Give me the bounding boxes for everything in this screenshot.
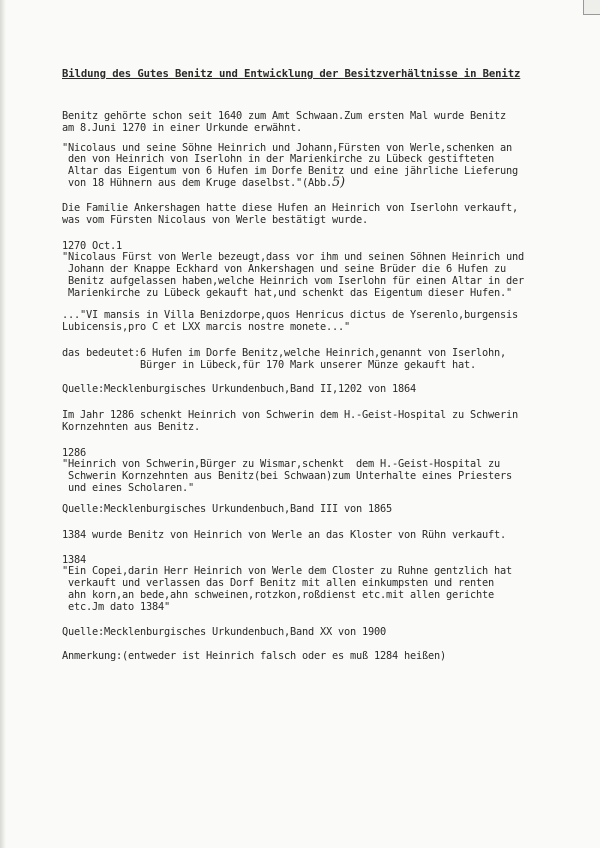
quote-1270-line: "Nicolaus und seine Söhne Heinrich und Johann,Fürsten von Werle,schenken an	[62, 142, 512, 154]
quote-1384-line: "Ein Copei,darin Herr Heinrich von Werle dem Closter zu Ruhne gentzlich hat	[62, 565, 512, 577]
document-title: Bildung des Gutes Benitz und Entwicklung der Besitzverhältnisse in Benitz	[62, 68, 521, 80]
source-citation: Quelle:Mecklenburgisches Urkundenbuch,Band II,1202 von 1864	[62, 383, 416, 395]
quote-oct-line: Benitz aufgelassen haben,welche Heinrich vom Iserlohn für einen Altar in der	[62, 275, 524, 287]
source-citation: Quelle:Mecklenburgisches Urkundenbuch,Band XX von 1900	[62, 626, 386, 638]
source-citation: Quelle:Mecklenburgisches Urkundenbuch,Band III von 1865	[62, 503, 392, 515]
paragraph-ankershagen-line: Die Familie Ankershagen hatte diese Hufen an Heinrich von Iserlohn verkauft,	[62, 202, 518, 214]
paragraph-1286-line: Im Jahr 1286 schenkt Heinrich von Schwerin dem H.-Geist-Hospital zu Schwerin	[62, 409, 518, 421]
date-heading: 1384	[62, 554, 86, 566]
scan-edge	[0, 0, 6, 848]
latin-quote-line: Lubicensis,pro C et LXX marcis nostre monete..."	[62, 321, 350, 333]
date-heading: 1270 Oct.1	[62, 240, 122, 252]
quote-1384-line: etc.Jm dato 1384"	[62, 601, 170, 613]
quote-oct-line: "Nicolaus Fürst von Werle bezeugt,dass vor ihm und seinen Söhnen Heinrich und	[62, 251, 524, 263]
quote-1384-line: ahn korn,an bede,ahn schweinen,rotzkon,roßdienst etc.mit allen gerichte	[62, 589, 494, 601]
quote-oct-line: Johann der Knappe Eckhard von Ankershagen und seine Brüder die 6 Hufen zu	[62, 263, 506, 275]
quote-1384-line: verkauft und verlassen das Dorf Benitz mit allen einkumpsten und renten	[62, 577, 494, 589]
translation-line: Bürger in Lübeck,für 170 Mark unserer Münze gekauft hat.	[62, 359, 476, 371]
handwritten-figure-number: 5)	[331, 175, 345, 190]
date-heading: 1286	[62, 447, 86, 459]
paragraph-1384: 1384 wurde Benitz von Heinrich von Werle an das Kloster von Rühn verkauft.	[62, 529, 506, 541]
quote-1270-line: Altar das Eigentum von 6 Hufen im Dorfe Benitz und eine jährliche Lieferung	[62, 165, 518, 177]
quote-1270-line: den von Heinrich von Iserlohn in der Marienkirche zu Lübeck gestifteten	[62, 153, 494, 165]
quote-1270-text: von 18 Hühnern aus dem Kruge daselbst."(Abb.	[62, 177, 332, 189]
paragraph-intro-line: am 8.Juni 1270 in einer Urkunde erwähnt.	[62, 122, 302, 134]
quote-oct-line: Marienkirche zu Lübeck gekauft hat,und schenkt das Eigentum dieser Hufen."	[62, 287, 512, 299]
quote-1286-line: "Heinrich von Schwerin,Bürger zu Wismar,schenkt dem H.-Geist-Hospital zu	[62, 458, 500, 470]
latin-quote-line: ..."VI mansis in Villa Benizdorpe,quos Henricus dictus de Yserenlo,burgensis	[62, 309, 518, 321]
scan-corner	[583, 0, 600, 15]
annotation-note: Anmerkung:(entweder ist Heinrich falsch oder es muß 1284 heißen)	[62, 650, 446, 662]
paragraph-ankershagen-line: was vom Fürsten Nicolaus von Werle bestätigt wurde.	[62, 214, 368, 226]
quote-1270-line	[62, 177, 345, 189]
paragraph-intro-line: Benitz gehörte schon seit 1640 zum Amt Schwaan.Zum ersten Mal wurde Benitz	[62, 110, 506, 122]
quote-1286-line: Schwerin Kornzehnten aus Benitz(bei Schwaan)zum Unterhalte eines Priesters	[62, 470, 512, 482]
quote-1286-line: und eines Scholaren."	[62, 482, 194, 494]
translation-line: das bedeutet:6 Hufen im Dorfe Benitz,welche Heinrich,genannt von Iserlohn,	[62, 347, 506, 359]
paragraph-1286-line: Kornzehnten aus Benitz.	[62, 421, 200, 433]
